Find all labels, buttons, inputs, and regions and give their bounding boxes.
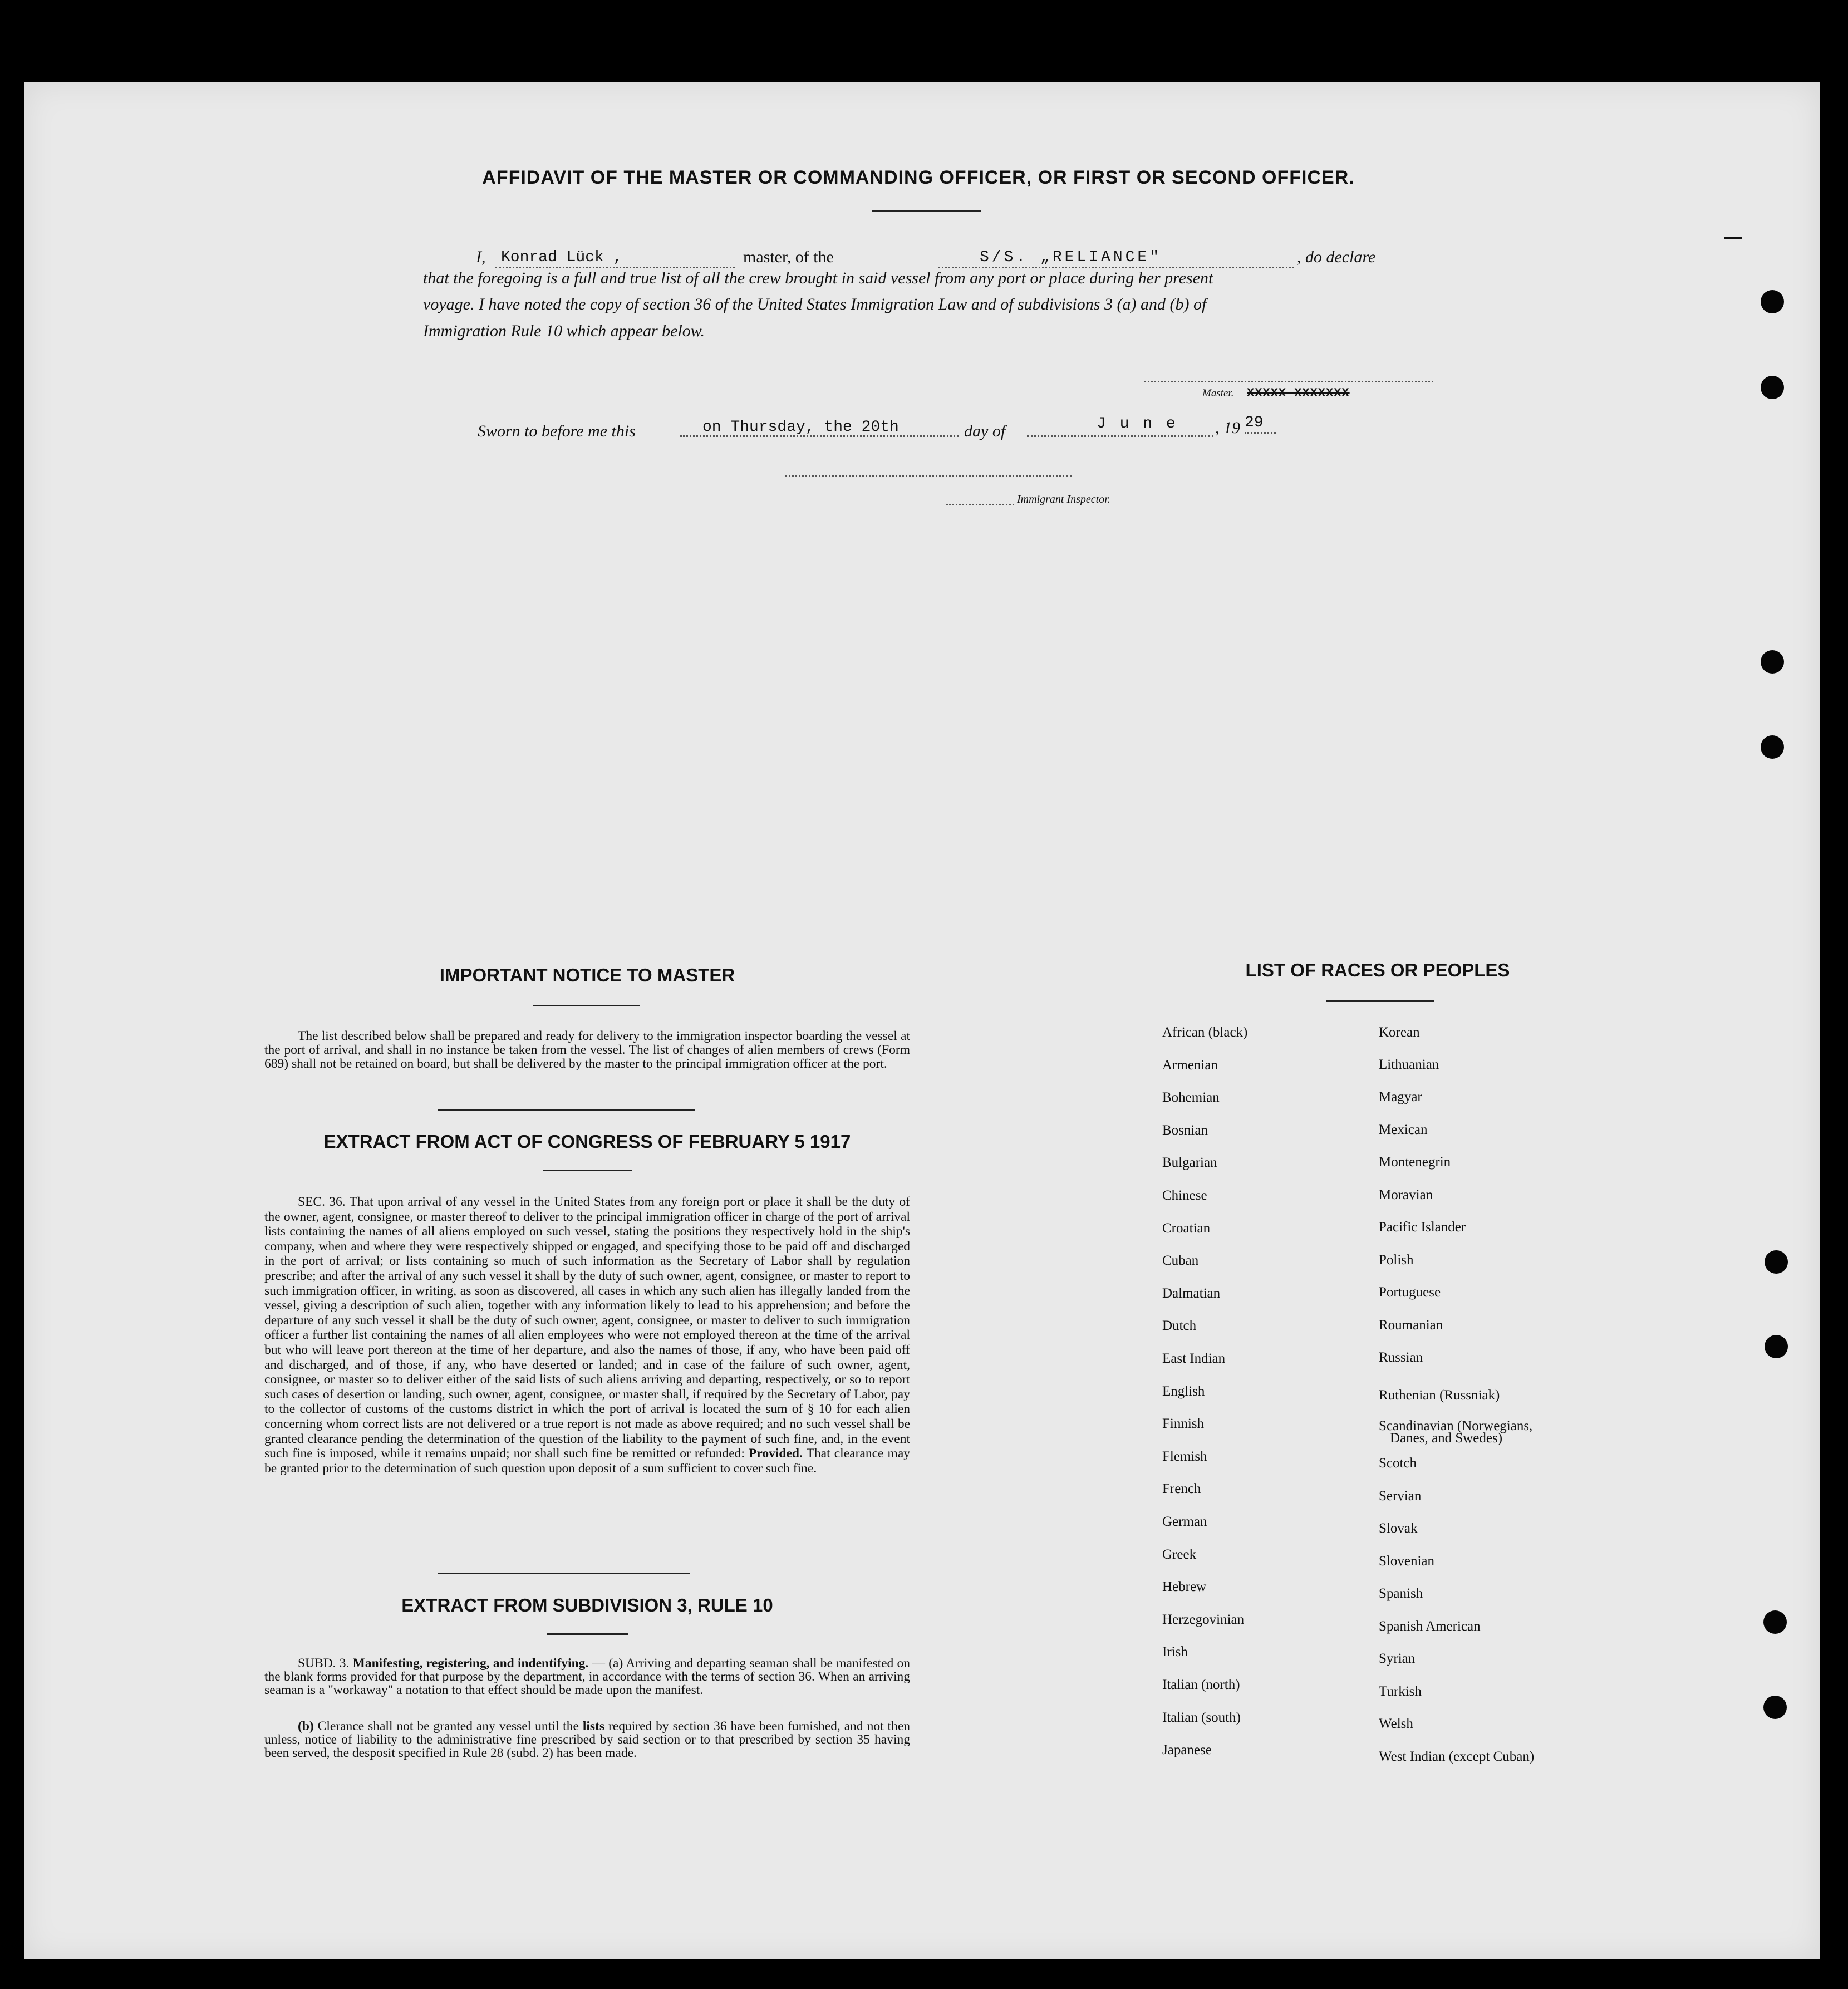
affidavit-i-label: I, xyxy=(476,248,486,266)
race-item: Scotch xyxy=(1379,1456,1417,1471)
subdiv-title: EXTRACT FROM SUBDIVISION 3, RULE 10 xyxy=(401,1595,773,1615)
races-title-underline xyxy=(1326,1000,1434,1002)
inspector-signature-line xyxy=(785,475,1072,477)
race-item: Portuguese xyxy=(1379,1285,1441,1300)
subdiv-para-a xyxy=(264,1657,910,1697)
race-item: Finnish xyxy=(1162,1416,1205,1432)
race-item: Polish xyxy=(1379,1253,1414,1268)
punch-hole xyxy=(1763,1610,1787,1634)
race-item: Greek xyxy=(1162,1546,1197,1562)
race-item: Korean xyxy=(1379,1025,1420,1040)
affidavit-line-2: that the foregoing is a full and true list of all the crew brought in said vessel from any port or place during her present xyxy=(423,269,1213,287)
year-prefix: , 19 xyxy=(1215,419,1240,437)
punch-hole xyxy=(1761,376,1784,399)
inspector-label: Immigrant Inspector. xyxy=(1017,493,1110,505)
punch-hole xyxy=(1761,735,1784,759)
race-item: German xyxy=(1162,1514,1207,1529)
race-item: Pacific Islander xyxy=(1379,1220,1466,1235)
subdiv-b-text-1: Clerance shall not be granted any vessel until the xyxy=(317,1719,579,1733)
race-item: Flemish xyxy=(1162,1448,1207,1464)
race-item: Dutch xyxy=(1162,1318,1197,1334)
day-of-label: day of xyxy=(964,422,1006,440)
race-item: Syrian xyxy=(1379,1651,1416,1666)
month-dotline xyxy=(1027,435,1213,437)
race-item: Mexican xyxy=(1379,1122,1428,1137)
race-item: Servian xyxy=(1379,1489,1422,1504)
race-item: Croatian xyxy=(1162,1220,1211,1236)
race-item: Herzegovinian xyxy=(1162,1612,1245,1627)
vessel-name: S/S. „RELIANCE" xyxy=(980,249,1162,266)
declare-suffix: , do declare xyxy=(1297,248,1376,266)
race-item: Roumanian xyxy=(1379,1318,1443,1333)
master-name: Konrad Lück , xyxy=(501,249,623,266)
master-signature-label: Master. xyxy=(1202,387,1234,399)
edge-mark xyxy=(1724,237,1742,239)
master-name-dotline xyxy=(495,267,735,268)
title-underline xyxy=(872,210,981,212)
sworn-month: J u n e xyxy=(1097,415,1178,433)
race-item: Irish xyxy=(1162,1644,1188,1660)
race-item: Hebrew xyxy=(1162,1579,1207,1595)
act-title-underline xyxy=(543,1170,632,1171)
subdiv-title-underline xyxy=(547,1633,628,1635)
race-item: Bosnian xyxy=(1162,1122,1208,1138)
affidavit-title: AFFIDAVIT OF THE MASTER OR COMMANDING OFFICER, OR FIRST OR SECOND OFFICER. xyxy=(482,167,1355,188)
race-item: Bohemian xyxy=(1162,1090,1220,1106)
subdiv-b-label: (b) xyxy=(298,1719,314,1733)
affidavit-line-4: Immigration Rule 10 which appear below. xyxy=(423,322,705,340)
race-item: Slovenian xyxy=(1379,1554,1434,1569)
subdiv-a-text: — (a) Arriving and departing seaman shall be manifested on the blank forms provided for that purpose by the department, in accordance with the terms of section 36. When an arriving seaman is a "workaway" a notation to that effect should be made upon the manifest. xyxy=(264,1656,911,1697)
punch-hole xyxy=(1765,1335,1788,1358)
notice-title: IMPORTANT NOTICE TO MASTER xyxy=(439,965,735,985)
subdiv-para-b xyxy=(264,1720,910,1760)
race-item: Cuban xyxy=(1162,1253,1199,1269)
act-title: EXTRACT FROM ACT OF CONGRESS OF FEBRUARY 5 1917 xyxy=(323,1131,851,1152)
inspector-short-dotline xyxy=(946,504,1014,505)
race-item: English xyxy=(1162,1383,1205,1399)
act-text xyxy=(264,1195,910,1476)
race-item: African (black) xyxy=(1162,1025,1248,1040)
subdiv-a-prefix: SUBD. 3. xyxy=(298,1656,350,1671)
race-item: Russian xyxy=(1379,1350,1423,1365)
race-item: Montenegrin xyxy=(1379,1155,1451,1170)
notice-separator xyxy=(438,1109,695,1111)
subdiv-b-bold: lists xyxy=(582,1719,605,1733)
race-item: Magyar xyxy=(1379,1089,1422,1104)
act-text-a: SEC. 36. That upon arrival of any vessel in the United States from any foreign port or place it shall be the duty of the owner, agent, consignee, or master thereof to deliver to the principal immigration officer in charge of the port of arrival lists containing the names of all aliens employed on such vessel, stating the positions they respectively hold in the ship's company, when and where they were respectively shipped or engaged, and specifying those to be paid off and discharged in the port of arrival; or lists containing so much of such information as the Secretary of Labor shall by regulation prescribe; and after the arrival of any such vessel it shall by the duty of such owner, agent, consignee, or master to report to such immigration officer, in writing, as soon as discovered, all cases in which any such alien has illegally landed from the vessel, giving a description of such alien, together with any information likely to lead to his apprehension; and before the departure of any such vessel it shall be the duty of such owner, agent, consignee, or master to deliver to such immigration officer a further list containing the names of all alien employees who were not employed thereon at the time of the arrival but who will leave port thereon at the time of her departure, and also the names of those, if any, who have been paid off and discharged, and of those, if any, who have deserted or landed; and in case of the failure of such owner, agent, consignee, or master so to deliver either of the said lists of such aliens arriving and departing, respectively, or so to report such cases of desertion or landing, such owner, agent, consignee, or master shall, if required by the Secretary of Labor, pay to the collector of customs of the customs district in which the port of arrival is located the sum of § 10 for each alien concerning whom correct lists are not delivered or a true report is not made as above required; and no such vessel shall be granted clearance pending the determination of the question of the liability to the payment of such fine, and, in the event such fine is imposed, while it remains unpaid; nor shall such fine be remitted or refunded: xyxy=(264,1195,910,1461)
race-item: Ruthenian (Russniak) xyxy=(1379,1388,1500,1403)
race-item: West Indian (except Cuban) xyxy=(1379,1749,1535,1764)
act-text-b: That clearance may be granted prior to the determination of such question upon deposit of a sum sufficient to cover such fine. xyxy=(264,1446,910,1476)
race-item: Bulgarian xyxy=(1162,1155,1217,1171)
race-item: Italian (south) xyxy=(1162,1710,1241,1725)
sworn-prefix: Sworn to before me this xyxy=(478,422,636,440)
race-item: Welsh xyxy=(1379,1716,1413,1731)
race-item: Japanese xyxy=(1162,1742,1212,1758)
notice-text: The list described below shall be prepared and ready for delivery to the immigration inspector boarding the vessel at the port of arrival, and shall in no instance be taken from the vessel. The list of changes of alien members of crews (Form 689) shall not be retained on board, but shall be delivered by the master to the principal immigration officer at the port. xyxy=(264,1029,910,1071)
master-label: master, of the xyxy=(743,248,834,266)
race-item: Dalmatian xyxy=(1162,1285,1221,1301)
race-item: Danes, and Swedes) xyxy=(1390,1431,1503,1446)
notice-title-underline xyxy=(533,1005,640,1006)
race-item: Spanish xyxy=(1379,1586,1423,1601)
race-item: Slovak xyxy=(1379,1521,1418,1536)
races-title: LIST OF RACES OR PEOPLES xyxy=(1245,960,1510,980)
race-item: Italian (north) xyxy=(1162,1677,1240,1692)
race-item: French xyxy=(1162,1481,1201,1497)
act-separator xyxy=(438,1573,690,1574)
punch-hole xyxy=(1763,1696,1787,1719)
sworn-year: 29 xyxy=(1245,414,1264,431)
punch-hole xyxy=(1765,1250,1788,1274)
race-item: Turkish xyxy=(1379,1684,1422,1699)
subdiv-b-text-2: required by section 36 have been furnished, and not then unless, notice of liability to the administrative fine prescribed by said section or to that prescribed by section 35 having been served, the desposit specified in Rule 28 (subd. 2) has been made. xyxy=(264,1719,911,1760)
affidavit-line-3: voyage. I have noted the copy of section 36 of the United States Immigration Law and of subdivisions 3 (a) and (b) of xyxy=(423,295,1207,313)
race-item: Moravian xyxy=(1379,1187,1433,1202)
race-item: Spanish American xyxy=(1379,1619,1481,1634)
master-signature-line xyxy=(1144,381,1433,382)
sworn-date-dotline xyxy=(680,435,959,437)
punch-hole xyxy=(1761,650,1784,674)
master-struck-signature: XXXXX XXXXXXX xyxy=(1247,386,1350,400)
race-item: Lithuanian xyxy=(1379,1057,1439,1072)
race-item: East Indian xyxy=(1162,1351,1226,1366)
affidavit-line-1 xyxy=(423,248,1436,270)
subdiv-a-bold: Manifesting, registering, and indentifying. xyxy=(352,1656,589,1671)
year-dotline xyxy=(1245,432,1276,434)
race-item: Armenian xyxy=(1162,1057,1218,1073)
race-item: Chinese xyxy=(1162,1188,1207,1203)
act-provided: Provided. xyxy=(749,1446,803,1461)
vessel-dotline xyxy=(938,267,1294,268)
punch-hole xyxy=(1761,290,1784,313)
race-item: Scandinavian (Norwegians, xyxy=(1379,1418,1533,1433)
sworn-date: on Thursday, the 20th xyxy=(702,419,899,436)
